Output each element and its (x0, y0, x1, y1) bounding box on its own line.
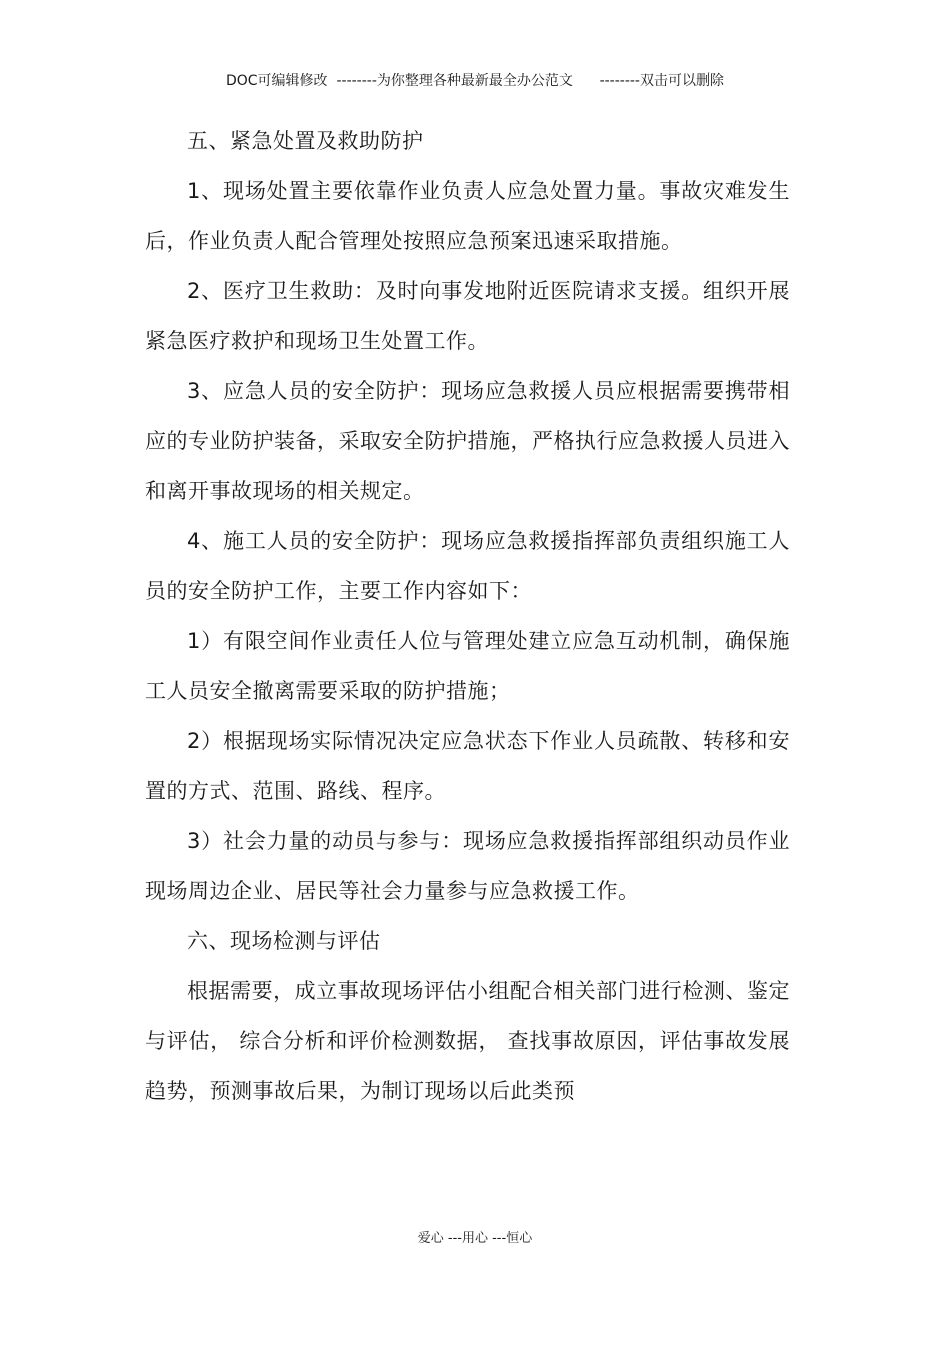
paragraph: 2）根据现场实际情况决定应急状态下作业人员疏散、转移和安置的方式、范围、路线、程序。 (145, 729, 790, 803)
paragraph: 1）有限空间作业责任人位与管理处建立应急互动机制，确保施工人员安全撤离需要采取的防护措施； (145, 629, 790, 703)
paragraph: 3）社会力量的动员与参与：现场应急救援指挥部组织动员作业现场周边企业、居民等社会力量参与应急救援工作。 (145, 829, 790, 903)
paragraph: 根据需要，成立事故现场评估小组配合相关部门进行检测、鉴定与评估， 综合分析和评价检测数据， 查找事故原因，评估事故发展趋势，预测事故后果，为制订现场以后此类预 (145, 979, 790, 1103)
page-header: DOC可编辑修改 --------为你整理各种最新最全办公范文 --------双击可以删除 (225, 73, 724, 89)
paragraph: 4、施工人员的安全防护：现场应急救援指挥部负责组织施工人员的安全防护工作，主要工作内容如下： (145, 529, 790, 603)
document-body (145, 116, 790, 1116)
page-footer: 爱心 ---用心 ---恒心 (417, 1231, 533, 1246)
section-heading-6: 六、现场检测与评估 (187, 929, 381, 953)
section-heading-5: 五、紧急处置及救助防护 (187, 129, 424, 153)
paragraph: 2、医疗卫生救助：及时向事发地附近医院请求支援。组织开展紧急医疗救护和现场卫生处置工作。 (145, 279, 790, 353)
paragraph: 3、应急人员的安全防护：现场应急救援人员应根据需要携带相应的专业防护装备，采取安全防护措施，严格执行应急救援人员进入和离开事故现场的相关规定。 (145, 379, 790, 503)
paragraph: 1、现场处置主要依靠作业负责人应急处置力量。事故灾难发生后，作业负责人配合管理处按照应急预案迅速采取措施。 (145, 179, 790, 253)
